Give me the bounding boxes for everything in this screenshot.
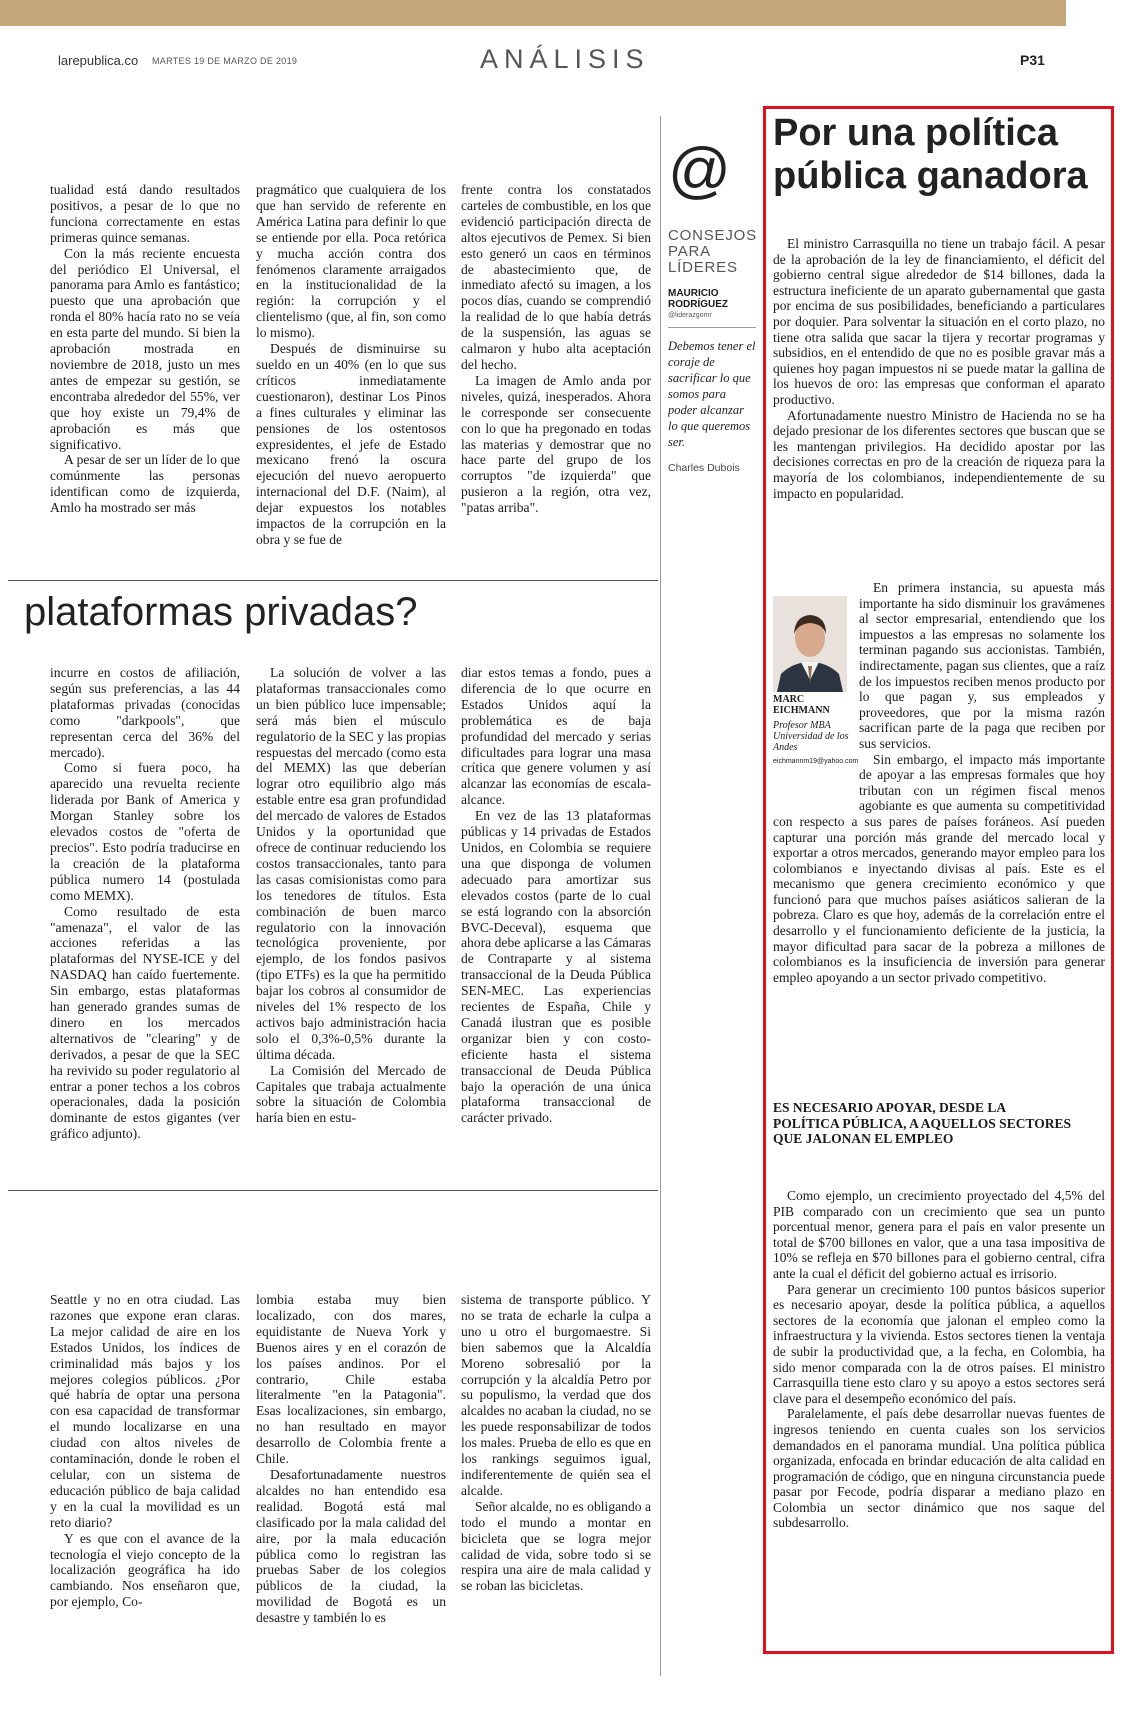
paragraph: La imagen de Amlo anda por niveles, quizá, inesperados. Ahora le corresponde ser consecuente con lo que ha pregonado en todas las materias y demostrar que no hace parte del grupo de los corruptos "de izquierda" que pusieron a la región, otra vez, "patas arriba". [461, 372, 651, 516]
divider [668, 327, 756, 328]
paragraph: Afortunadamente nuestro Ministro de Hacienda no se ha dejado presionar de los diferentes sectores que buscan que se les mantengan privilegios. Ha decidido apostar por las decisiones correctas en pro de la creación de riqueza para la mayoría de los colombianos, independientemente de su impacto en popularidad. [773, 407, 1105, 501]
divider [8, 1190, 658, 1191]
issue-date: MARTES 19 DE MARZO DE 2019 [152, 56, 298, 66]
sidebar-section-label: CONSEJOS PARA LÍDERES [668, 227, 757, 276]
sidebar-author: MAURICIO RODRÍGUEZ [668, 288, 728, 310]
paragraph: Para generar un crecimiento 100 puntos básicos superior es necesario apoyar, desde la política pública, a aquellos sectores de la economía que jalonan el empleo como la infraestructura y la vivienda. Estos sectores tienen la ventaja de subir la productividad que, a la fecha, en Colombia, ha sido menor comparada con la de otros países. El ministro Carrasquilla tiene esto claro y su apoyo a estos sectores será clave para el desempeño económico del país. [773, 1281, 1105, 1406]
top-color-bar [0, 0, 1066, 26]
top-article-col-1 [50, 182, 240, 516]
paragraph: La solución de volver a las plataformas transaccionales como un bien público luce impensable; será más bien el músculo regulatorio de la SEC y las propias respuestas del mercado (como esta del MEMX) las que deberían lograr otro equilibrio algo más estable entre esa gran profundidad del mercado de valores de Estados Unidos y la oportunidad que ofrece de continuar reduciendo los costos transaccionales, tanto para las casas comisionistas como para los tenedores de títulos. Esta combinación de buen marco regulatorio con la innovación tecnológica proveniente, por ejemplo, de los fondos pasivos (tipo ETFs) es la que ha permitido bajar los cobros al consumidor de niveles del 1% respecto de los activos bajo administración hacia solo el 0,3%-0,5% durante la última década. [256, 665, 446, 1062]
paragraph: Sin embargo, el impacto más importante de apoyar a las empresas formales que hoy tributan con un régimen fiscal menos agobiante es que aumenta su competitividad con respecto a sus pares de países foráneos. Así pueden capturar una porción más grande del mercado local y exportar a otros mercados, generando mayor empleo para los colombianos e inyectando divisas al país. Este es el mecanismo que genera crecimiento económico y que funcionó para que muchos países asiáticos salieran de la pobreza. Claro es que hoy, además de la correlación entre el desarrollo y el funcionamiento deficiente de la justicia, la mayor dificultad para sacar de la pobreza a millones de colombianos es la insuficiencia de inversión para generar empleo apoyando a un sector privado competitivo. [773, 751, 1105, 985]
author-name: MARC EICHMANN [773, 694, 830, 716]
paragraph: En primera instancia, su apuesta más importante ha sido disminuir los gravámenes al sector empresarial, entendiendo que los impuestos a las empresas no solamente los terminan pagando sus accionistas. También, indirectamente, pagan sus clientes, que a raíz de los impuestos reciben menos producto por lo que pagan y, sus empleados y proveedores, que por la misma razón sacrifican parte de la paga que reciben por sus servicios. [859, 580, 1105, 751]
paragraph: frente contra los constatados carteles de combustible, en los que evidenció participación directa de altos ejecutivos de Pemex. Si bien esto generó un caos en términos de abastecimiento que, de inmediato afectó su imagen, a los pocos días, cuando se comprendió la realidad de lo que había detrás de la suspensión, las aguas se calmaron y hubo alta aceptación del hecho. [461, 182, 651, 372]
paragraph: diar estos temas a fondo, pues a diferencia de lo que ocurre en Estados Unidos aquí la problemática es de baja profundidad del mercado y serias dificultades para lograr una masa crítica que genere volumen y así alcanzar las economías de escala-alcance. [461, 665, 651, 808]
sidebar-consejos [668, 136, 757, 474]
top-article-col-2 [256, 182, 446, 548]
bottom-article-col-3 [461, 1292, 651, 1594]
featured-wrapped-text [773, 580, 1105, 985]
paragraph: A pesar de ser un líder de lo que comúnmente las personas identifican como de izquierda, Amlo ha mostrado ser más [50, 452, 240, 516]
page-number: P31 [1020, 52, 1045, 68]
paragraph: Desafortunadamente nuestros alcaldes no han entendido esa realidad. Bogotá está mal clasificado por la mala calidad del aire, por la mala educación pública como lo registran las pruebas Saber de los colegios públicos de la ciudad, la movilidad de Bogotá es un desastre y también lo es [256, 1466, 446, 1626]
paragraph: En vez de las 13 plataformas públicas y 14 privadas de Estados Unidos, en Colombia se requiere una que disponga de volumen adecuado para amortizar sus elevados costos (parte de lo cual se está logrando con la absorción BVC-Deceval), esquema que ahora debe aplicarse a las Cámaras de Contraparte y al sistema transaccional de la Deuda Pública SEN-MEC. Las experiencias recientes de España, Chile y Canadá ilustran que es posible organizar bien y con costo-eficiente hasta el sistema transaccional de Deuda Pública bajo la operación de una única plataforma transaccional de carácter privado. [461, 808, 651, 1126]
bottom-article-col-1 [50, 1292, 240, 1610]
quote-author: Charles Dubois [668, 462, 740, 474]
paragraph: incurre en costos de afiliación, según sus preferencias, a las 44 plataformas privadas (conocidas como "darkpools", que representan cerca del 36% del mercado). [50, 665, 240, 760]
featured-article-title: Por una política pública ganadora [773, 112, 1088, 197]
bottom-article-col-2 [256, 1292, 446, 1626]
paragraph: lombia estaba muy bien localizado, con dos mares, equidistante de Nueva York y Buenos aires y en el corazón de los países andinos. Por el contrario, Chile estaba literalmente "en la Patagonia". Esas localizaciones, sin embargo, no han resultado en mayor desarrollo de Colombia frente a Chile. [256, 1292, 446, 1467]
middle-article-col-1 [50, 665, 240, 1142]
paragraph: Como si fuera poco, ha aparecido una revuelta reciente liderada por Bank of America y Morgan Stanley sobre los elevados costos de "oferta de precios". Esto podría traducirse en la creación de la plataforma pública numero 14 (postulada como MEMX). [50, 760, 240, 903]
middle-article-col-3 [461, 665, 651, 1126]
author-role: Profesor MBA Universidad de los Andes [773, 720, 849, 753]
paragraph: sistema de transporte público. Y no se trata de echarle la culpa a uno u otro el burgomaestre. Si bien sabemos que la Alcaldía Moreno sobresalió por la corrupción y la alcaldía Petro por su populismo, la verdad que dos alcaldes no acaban la ciudad, no se les puede responsabilizar de todos los males. Prueba de ello es que en los rankings seguimos igual, indiferentemente de quién sea el alcalde. [461, 1292, 651, 1498]
paragraph: Como ejemplo, un crecimiento proyectado del 4,5% del PIB comparado con un crecimiento que sea un punto porcentual menor, genera para el país en valor presente un total de $700 billones en valor, que a una tasa impositiva de 10% se refleja en $70 billones para el gobierno central, cifra ante la cual el déficit del gobierno actual es irrisorio. [773, 1188, 1105, 1281]
author-email[interactable]: eichmannm19@yahoo.com [773, 758, 859, 765]
sidebar-quote: Debemos tener el coraje de sacrificar lo que somos para poder alcanzar lo que queremos ser. [668, 339, 756, 449]
sidebar-handle[interactable]: @liderazgomr [668, 312, 712, 319]
paragraph: Paralelamente, el país debe desarrollar nuevas fuentes de ingresos teniendo en cuenta cuales son los servicios demandados en el panorama mundial. Una política pública organizada, enfocada en brindar educación de alta calidad en programación de código, que en ninguna circunstancia puede pasar por Fecode, podría disparar a mediano plazo en Colombia un sector dinámico que nos saque del subdesarrollo. [773, 1406, 1105, 1531]
paragraph: Seattle y no en otra ciudad. Las razones que expone eran claras. La mejor calidad de aire en los Estados Unidos, los índices de criminalidad más bajos y los mejores colegios públicos. ¿Por qué habría de optar una persona con esa capacidad de transformar el mundo localizarse en una ciudad con altos niveles de contaminación, donde le roben el celular, con un sistema de educación público de baja calidad y en la cual la movilidad es un reto diario? [50, 1292, 240, 1530]
site-name[interactable]: larepublica.co [58, 53, 139, 68]
paragraph: Y es que con el avance de la tecnología el viejo concepto de la localización geográfica ha ido cambiando. Nos enseñaron que, por ejemplo, Co- [50, 1530, 240, 1610]
at-sign-icon: @ [668, 136, 731, 205]
divider [8, 580, 658, 581]
paragraph: pragmático que cualquiera de los que han servido de referente en América Latina para definir lo que se entiende por ella. Poca retórica y mucha acción contra dos fenómenos claramente arraigados en la institucionalidad de la región: la corrupción y el clientelismo (que, al fin, son como lo mismo). [256, 182, 446, 341]
featured-subhead: ES NECESARIO APOYAR, DESDE LA POLÍTICA PÚBLICA, A AQUELLOS SECTORES QUE JALONAN EL EMPLEO [773, 1100, 1071, 1146]
paragraph: El ministro Carrasquilla no tiene un trabajo fácil. A pesar de la aprobación de la ley de financiamiento, el déficit del gobierno central sigue alrededor de $14 billones, dada la estructura ineficiente de un aparato gubernamental que gasta por encima de sus posibilidades, beneficiando a particulares por doquier. Para solventar la situación en el corto plazo, no tiene otra salida que sacar la tijera y recortar programas y subsidios, en el entendido de que no es posible gravar más a quienes hoy pagan impuestos ni se puede matar la gallina de los huevos de oro: las empresas que conforman el aparato productivo. [773, 236, 1105, 407]
paragraph: Después de disminuirse su sueldo en un 40% (en lo que sus críticos inmediatamente cuestionaron), destinar Los Pinos a fines culturales y eliminar las pensiones de los ostentosos expresidentes, el jefe de Estado mexicano frenó la oscura ejecución del nuevo aeropuerto internacional del D.F. (Naim), al dejar expuestos los notables impactos de la corrupción en la obra y se fue de [256, 341, 446, 547]
featured-intro [773, 236, 1105, 517]
page-header [0, 44, 1066, 72]
top-article-col-3 [461, 182, 651, 516]
column-divider [660, 116, 661, 1676]
paragraph: tualidad está dando resultados positivos, a pesar de lo que no funciona correctamente en estas primeras quince semanas. [50, 182, 240, 245]
section-title: ANÁLISIS [480, 44, 650, 74]
middle-article-col-2 [256, 665, 446, 1126]
middle-article-headline: plataformas privadas? [24, 590, 418, 634]
paragraph: Con la más reciente encuesta del periódico El Universal, el panorama para Amlo es fantástico; puesto que una aprobación que ronda el 80% hacía rato no se veía en esta parte del mundo. Si bien la aprobación mostrada en noviembre de 2018, justo un mes antes de empezar su gestión, se encontraba alrededor del 55%, ver que hoy existe un 79,4% de aprobación es más que significativo. [50, 245, 240, 452]
featured-body [773, 1188, 1105, 1531]
paragraph: La Comisión del Mercado de Capitales que trabaja actualmente sobre la situación de Colombia haría bien en estu- [256, 1062, 446, 1126]
paragraph: Señor alcalde, no es obligando a todo el mundo a montar en bicicleta que se logra mejor calidad de vida, sobre todo si se respira una aire de mala calidad y se roban las bicicletas. [461, 1498, 651, 1594]
paragraph: Como resultado de esta "amenaza", el valor de las acciones referidas a las plataformas del NYSE-ICE y del NASDAQ han caído fuertemente. Sin embargo, estas plataformas han generado grandes sumas de dinero en los mercados alternativos de "clearing" y de derivados, a pesar de que la SEC ha revivido su poder regulatorio al entrar a poner techos a los cobros operacionales, dada la posición dominante de estos gigantes (ver gráfico adjunto). [50, 903, 240, 1142]
paragraph [773, 501, 1105, 517]
